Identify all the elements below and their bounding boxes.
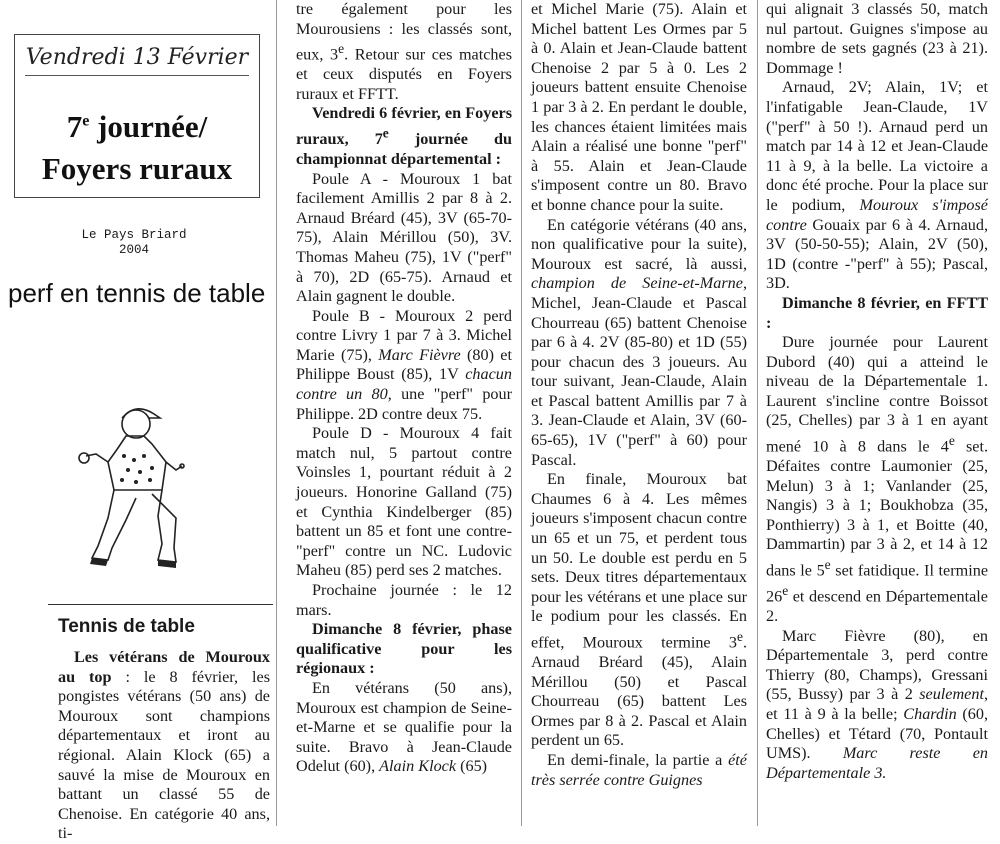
article-paragraph: En catégorie vétérans (40 ans, non qualificative pour la suite), Mouroux est sacré, là aussi, champion de Seine-et-Marne, Michel, Jean-Claude et Pascal Chourreau (65) battent Chenoise par 6 à 4. 2V (85-80) et 1D (55) pour chacun des 3 joueurs. Au tour suivant, Jean-Claude, Alain et Pascal battent Amillis par 7 à 3. Jean-Claude et Alain, 3V (60-65-65), 1V ("perf" à 60) pour Pascal.: [531, 215, 747, 469]
source-label: [42, 228, 226, 258]
article-paragraph: Dimanche 8 février, phase qualificative pour les régionaux :: [296, 620, 512, 678]
section-title: Tennis de table: [58, 616, 195, 637]
article-paragraph: Les vétérans de Mouroux au top : le 8 février, les pongistes vétérans (50 ans) de Mouroux sont champions départementaux et iront au régional. Alain Klock (65) a sauvé la mise de Mouroux en battant un classé 55 de Chenoise. En catégorie 40 ans, ti-: [58, 648, 270, 843]
article-paragraph: Arnaud, 2V; Alain, 1V; et l'infatigable Jean-Claude, 1V ("perf" à 50 !). Arnaud perd un match par 14 à 12 et Jean-Claude 11 à 9, à la belle. La victoire a donc été proche. Pour la place sur le podium, Mouroux s'imposé contre Gouaix par 6 à 4. Arnaud, 3V (50-50-55); Alain, 2V (50), 1D (contre -"perf" à 55); Pascal, 3D.: [766, 78, 988, 293]
article-paragraph: Poule D - Mouroux 4 fait match nul, 5 partout contre Voinsles 1, pourtant réduit à 2 joueurs. Honorine Galland (75) et Cynthia Kindelberger (85) battent un 85 et font une contre-"perf" contre un NC. Ludovic Maheu (85) perd ses 2 matches.: [296, 424, 512, 580]
column-2: [296, 0, 512, 777]
article-paragraph: Prochaine journée : le 12 mars.: [296, 581, 512, 619]
column-1: [58, 648, 270, 844]
column-rule: [757, 0, 758, 826]
header-box: [14, 34, 260, 198]
article-paragraph: En vétérans (50 ans), Mouroux est champion de Seine-et-Marne et se qualifie pour la suite. Bravo à Jean-Claude Odelut (60), Alain Klock (65): [296, 678, 512, 776]
article-paragraph: Dure journée pour Laurent Dubord (40) qui a atteind le niveau de la Départementale 1. Laurent s'incline contre Boissot (25, Chelles) par 3 à 1 en ayant mené 10 à 8 dans le 4e set. Défaites contre Laumonier (25, Melun) 3 à 1; Vanlander (25, Nangis) 3 à 1; Boukhobza (35, Ponthierry) 3 à 1, et Boitte (40, Dammartin) par 3 à 2, et 14 à 12 dans le 5e set fatidique. Il termine 26e et descend en Départementale 2.: [766, 333, 988, 625]
article-paragraph: qui alignait 3 classés 50, match nul partout. Guignes s'impose au nombre de sets gagnés (23 à 21). Dommage !: [766, 0, 988, 77]
article-paragraph: Dimanche 8 février, en FFTT :: [766, 293, 988, 332]
issue-date: Vendredi 13 Février: [25, 45, 249, 70]
article-paragraph: Marc Fièvre (80), en Départementale 3, perd contre Thierry (80, Champs), Gressani (55, Bussy) par 3 à 2 seulement, et 11 à 9 à la belle; Chardin (60, Chelles) et Tétard (70, Pontault UMS). Marc reste en Départementale 3.: [766, 626, 988, 782]
article-paragraph: En finale, Mouroux bat Chaumes 6 à 4. Les mêmes joueurs s'imposent chacun contre un 65 et un 75, et perdent tous un 50. Le double est perdu en 5 sets. Deux titres départementaux pour les vétérans et une place sur le podium pour les classés. En effet, Mouroux termine 3e. Arnaud Bréard (45), Alain Mérillou (50) et Pascal Chourreau (65) battent Les Ormes par 8 à 2. Pascal et Alain perdent un 65.: [531, 470, 747, 750]
column-3: [531, 0, 747, 790]
article-paragraph: Poule B - Mouroux 2 perd contre Livry 1 par 7 à 3. Michel Marie (75), Marc Fièvre (80) et Philippe Boust (85), 1V chacun contre un 80, une "perf" pour Philippe. 2D contre deux 75.: [296, 306, 512, 423]
source-year: 2004: [118, 243, 149, 257]
article-paragraph: Vendredi 6 février, en Foyers ruraux, 7e journée du championnat départemental :: [296, 104, 512, 168]
title-line-2: Foyers ruraux: [41, 151, 233, 186]
article-paragraph: Poule A - Mouroux 1 bat facilement Amillis 2 par 8 à 2. Arnaud Bréard (45), 3V (65-70-75), Alain Mérillou (50), 3V. Thomas Maheu (75), 1V ("perf" à 70), 2D (65-75). Arnaud et Alain gagnent le double.: [296, 169, 512, 306]
column-4: [766, 0, 988, 783]
headline: perf en tennis de table: [8, 278, 266, 308]
article-paragraph: tre également pour les Mourousiens : les classés sont, eux, 3e. Retour sur ces matches et ceux disputés en Foyers ruraux et FFTT.: [296, 0, 512, 103]
date-underline: [25, 75, 249, 76]
title-ordinal: 7e journée/: [66, 109, 208, 144]
article-paragraph: En demi-finale, la partie a été très serrée contre Guignes: [531, 750, 747, 789]
article-paragraph: et Michel Marie (75). Alain et Michel battent Les Ormes par 5 à 0. Alain et Jean-Claude battent Chenoise 2 par 5 à 0. Les 2 joueurs battent ensuite Chenoise 1 par 3 à 2. En perdant le double, les chances étaient limitées mais Alain a réalisé une bonne "perf" à 55. Alain et Jean-Claude s'imposent contre un 80. Bravo et bonne chance pour la suite.: [531, 0, 747, 214]
column-rule: [276, 0, 277, 826]
table-tennis-player-drawing: [78, 398, 198, 574]
section-divider: [48, 604, 273, 605]
source-name: Le Pays Briard: [81, 228, 187, 242]
column-rule: [521, 0, 522, 826]
title-line-1: [15, 109, 259, 145]
